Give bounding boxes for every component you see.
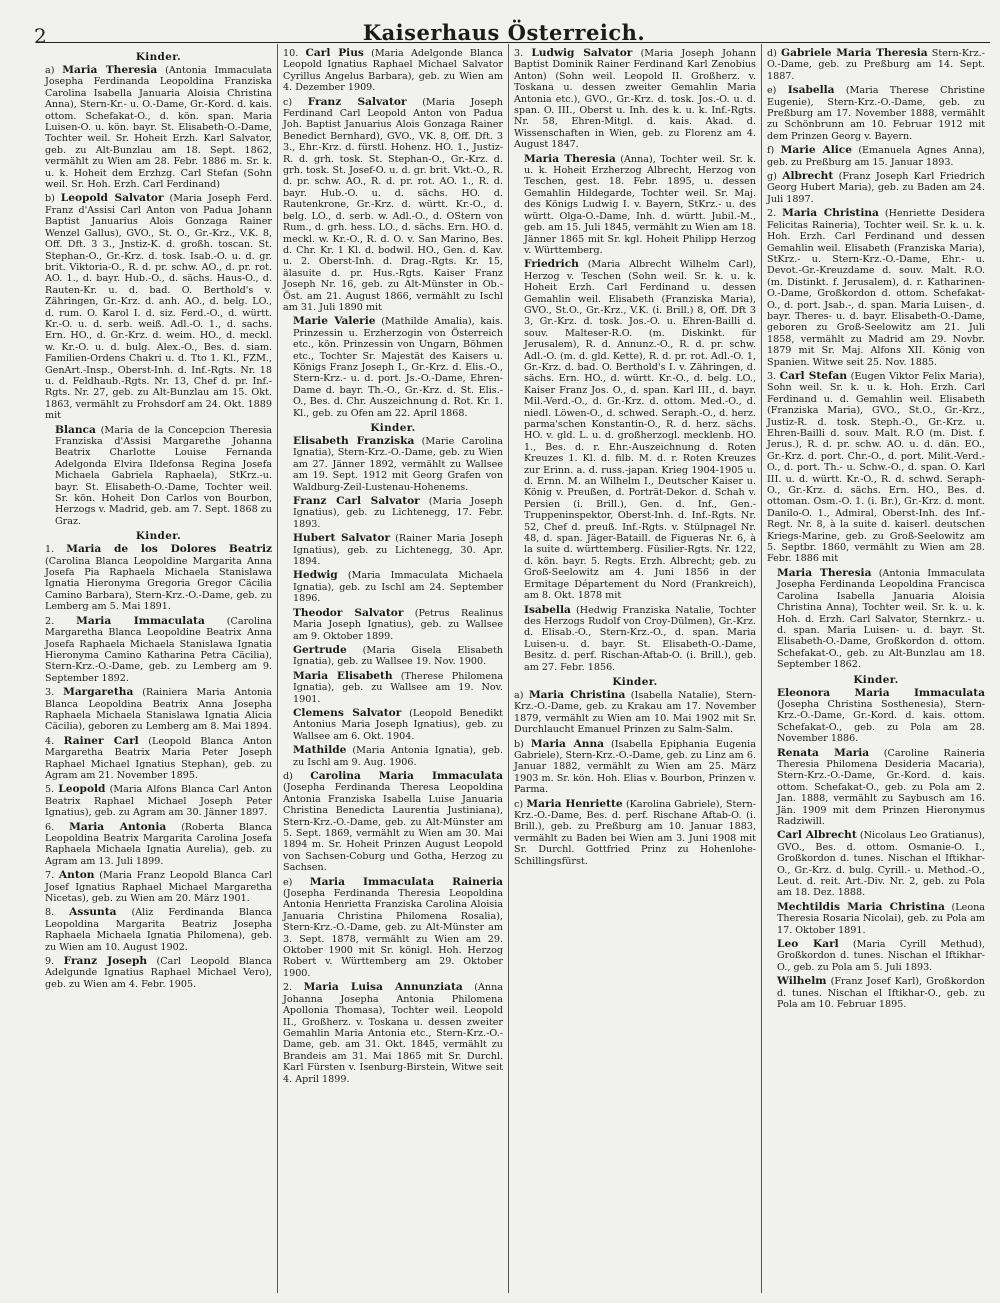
person-name: Maria Christina: [528, 688, 626, 701]
person-name: Franz Salvator: [307, 95, 407, 108]
entry-text: (Maria Cyrill Methud), Großkordon d. tunes. Nischan el Iftikhar-O., geb. zu Pola am 5. Juli 1893.: [777, 939, 985, 973]
person-name: Franz Carl Salvator: [293, 495, 420, 508]
genealogy-entry: [767, 85, 985, 142]
person-name: Franz Joseph: [63, 955, 148, 968]
genealogy-entry: [514, 259, 756, 601]
entry-text: Stern-Krz.-O.-Dame, geb. zu Preßburg am 14. Sept. 1887.: [767, 48, 985, 82]
entry-text: (Caroline Raineria Theresia Philomena Desideria Macaria), Stern-Krz.-O.-Dame, Gr.-Kord. d. kais. ottom. Schefakat-O., geb. zu Pola am 2. Jan. 1888, vermählt zu Saybusch am 16. Jän. 1909 mit dem Prinzen Hieronymus Radziwill.: [777, 747, 985, 827]
entry-text: (Maria de la Concepcion Theresia Franziska d'Assisi Margarethe Johanna Beatrix Charlotte Louise Fernanda Adelgonda Elvira Ildefonsa Regina Josefa Michaela Gabriela Raphaela), StKrz.-u. bayr. St. Elisabeth-O.-Dame, Tochter weil. Sr. kön. Hoheit Don Carlos von Bourbon, Herzogs v. Madrid, geb. am 7. Sept. 1868 zu Graz.: [55, 424, 272, 527]
entry-label: f): [767, 145, 775, 157]
entry-label: b): [514, 738, 524, 750]
genealogy-entry: [45, 616, 272, 684]
entry-text: (Mathilde Amalia), kais. Prinzessin u. Erzherzogin von Österreich etc., kön. Prinzessin von Ungarn, Böhmen etc., Tochter Sr. Majestät des Kaisers u. Königs Franz Joseph I., Gr.-Krz. d. Elis.-O., Stern-Krz.- u. d. port. Js.-O.-Dame, Ehren-Dame d. bayr. Th.-O., Gr.-Krz. d. St. Elis.-O., Bes. d. Chr. Auszeichnung d. Rot. Kr. 1. Kl., geb. zu Ofen am 22. April 1868.: [293, 316, 503, 419]
entry-label: 1.: [45, 544, 55, 556]
person-name: Blanca: [55, 423, 96, 436]
entry-text: (Maria Joseph Ferdinand Carl Leopold Anton von Padua Joh. Baptist Januarius Alois Gonzaga Rainer Benedict Bernhard), GVO., VK. 8, Off. Dft. 3 3., Ehr.-Krz. d. fürstl. Hohenz. HO. 1., Justiz-R. d. grh. tosk. St. Stephan-O., Gr.-Krz. d. grh. tosk. St. Josef-O. u. d. gr. brit. Vkt.-O., R. d. pr. schw. AO., R. d. pr. rot. AO. 1., R. d. bayr. Hub.-O. u. d. sächs. HO. d. Rautenkrone, Gr.-Krz. d. württ. Kr.-O., d. belg. LO., d. serb. w. Adl.-O., d. OStern von Rum., d. grh. hess. LO., d. sächs. Ern. HO. d. meckl. w. Kr.-O., R. d. O. v. San Marino, Bes. d. Chr. Kr. 1 Kl. d. bodwil. HO., Gen. d. Kav. u. 2. Oberst-Inh. d. Drag.-Rgts. Kr. 15, älasuite d. pr. Hus.-Rgts. Kaiser Franz Joseph Nr. 16, geb. zu Alt-Münster in Ob.-Öst. am 21. August 1866, vermählt zu Ischl am 31. Juli 1890 mit: [283, 96, 503, 313]
entry-label: 9.: [45, 956, 55, 968]
genealogy-entry: [283, 48, 503, 94]
section-heading: Kinder.: [135, 530, 182, 543]
genealogy-entry: [514, 48, 756, 151]
entry-label: e): [283, 876, 293, 888]
person-name: Maria Theresia: [777, 566, 872, 579]
person-name: Assunta: [69, 906, 117, 919]
person-name: Mathilde: [293, 744, 347, 757]
entry-text: (Anna Johanna Josepha Antonia Philomena Apollonia Thomasa), Tochter weil. Leopold II., Großherz. v. Toskana u. dessen zweiter Gemahlin Maria Antonia etc., Stern-Krz.-O.-Dame, geb. am 31. Okt. 1845, vermählt zu Brandeis am 31. Mai 1865 mit Sr. Durchl. Karl Fürsten v. Isenburg-Birstein, Witwe seit 4. April 1899.: [283, 982, 503, 1085]
page-number: 2: [34, 24, 47, 48]
entry-text: (Josepha Christina Sosthenesia), Stern-Krz.-O.-Dame, Gr.-Kord. d. kais. ottom. Schefakat-O., geb. zu Pola am 28. November 1886.: [777, 698, 985, 745]
genealogy-entry: [767, 688, 985, 745]
person-name: Gertrude: [293, 643, 347, 656]
person-name: Theodor Salvator: [293, 606, 404, 619]
entry-label: b): [45, 193, 55, 205]
person-name: Clemens Salvator: [293, 706, 402, 719]
person-name: Wilhelm: [777, 975, 827, 988]
section-heading: Kinder.: [370, 422, 416, 434]
entry-label: 3.: [45, 687, 55, 699]
entry-text: (Maria Joseph Ferd. Franz d'Assisi Carl Anton von Padua Johann Baptist Januarius Alois Gonzaga Rainer Wenzel Gallus), GVO., St. O., Gr.-Krz., V.K. 8, Off. Dft. 3 3., Jnstiz-K. d. großh. toscan. St. Stephan-O., Gr.-Krz. d. tosk. Isab.-O. u. d. gr. brit. Viktoria-O., R. d. pr. schw. AO., d. pr. rot. AO. 1., d. bayr. Hub.-O., d. sächs. Haus-O., d. Rauten-Kr. u. d. bad. O. Berthold's v. Zähringen, Gr.-Krz. d. anh. AO., d. belg. LO., d. rum. O. Karol I. d. siz. Ferd.-O., d. württ. Kr.-O. u. d. serb. weiß. Adl.-O. 1., d. sachs. Ern. HO., d. Gr.-Krz. d. weim. HO., d. meckl. w. Kr.-O. u. d. bulg. Alex.-O., Bes. d. siam. Familien-Ordens Chakri u. d. Tto 1. Kl., FZM., GenArt.-Insp., Oberst-Inh. d. Inf.-Rgts. Nr. 18 u. d. Feldhaub.-Rgts. Nr. 13, Chef d. pr. Inf.-Rgts. Nr. 27, geb. zu Alt-Bunzlau am 15. Okt. 1863, vermählt zu Frohsdorf am 24. Okt. 1889 mit: [45, 193, 272, 422]
entry-text: (Carolina Blanca Leopoldine Margarita Anna Josefa Pia Raphaela Michaela Stanislawa Ignatia Hieronyma Gregoria Gregor Cäcilia Camino Barbara), Stern-Krz.-O.-Dame, geb. zu Lemberg am 5. Mai 1891.: [45, 555, 272, 613]
entry-label: 2.: [767, 208, 777, 220]
genealogy-entry: [45, 870, 272, 904]
genealogy-entry: [45, 193, 272, 421]
entry-label: 6.: [45, 821, 55, 833]
person-name: Hedwig: [293, 569, 338, 582]
genealogy-entry: [767, 976, 985, 1010]
genealogy-entry: [45, 784, 272, 818]
entry-text: (Maria Immaculata Michaela Ignatia), geb. zu Ischl am 24. September 1896.: [293, 570, 503, 605]
entry-text: (Maria Gisela Elisabeth Ignatia), geb. zu Wallsee 19. Nov. 1900.: [293, 644, 503, 668]
person-name: Maria Theresia: [524, 152, 616, 165]
entry-text: (Leona Theresia Rosaria Nicolai), geb. zu Pola am 17. Oktober 1891.: [777, 901, 985, 936]
person-name: Leopold: [58, 783, 106, 796]
person-name: Carl Albrecht: [777, 829, 857, 842]
entry-text: (Maria Albrecht Wilhelm Carl), Herzog v. Teschen (Sohn weil. Sr. k. u. k. Hoheit Erzh. Carl Ferdinand u. dessen Gemahlin weil. Elisabeth (Franziska Maria), GVO., St.O., Gr.-Krz., V.K. (i. Brill.) 8, Off. Dft 3 3, Gr.-Krz. d. tosk. Jos.-O. u. Ehren-Bailli d. souv. Malteser-R.O. (m. Diskinkt. für Jerusalem), R. d. Annunz.-O., R. d. pr. schw. Adl.-O. (m. d. gld. Kette), R. d. pr. rot. Adl.-O. 1, Gr.-Krz. d. bad. O. Berthold's I. v. Zähringen, d. sächs. Ern. HO., d. württ. Kr.-O., d. belg. LO., Kaiser Franz Jos. O., d. span. Karl III., d. bayr. Mil.-Verd.-O., d. Gr.-Krz. d. ottom. Med.-O., d. niedl. Löwen-O., d. schwed. Seraph.-O., d. herz. parma'schen Konstantin-O., R. d. herz. sächs. HO. v. gld. L. u. d. großherzogl. mecklenb. HO. 1., Bes. d. r. Ehr.-Auszeichnung d. Roten Kreuzes 1. Kl. d. filb. M. d. r. Roten Kreuzes zur Erinn. a. d. russ.-japan. Krieg 1904-1905 u. d. Ernn. M. an Wilhelm I., Deutscher Kaiser u. König v. Preußen, d. Porträt-Dekor. d. Schah v. Persien (i. Brill.), Gen. d. Inf., Gen.-Truppeninspektor, Oberst-Inh. d. Inf.-Rgts. Nr. 52, Chef d. preuß. Inf.-Rgts. v. Stülpnagel Nr. 48, d. span. Jäger-Bataill. de Figueras Nr. 6, à la suite d. württemberg. Füsilier-Rgts. Nr. 122, d. kön. bayr. 5. Regts. Erzh. Albrecht; geb. zu Groß-Seelowitz am 4. Juni 1856 in der Ermitage Département du Nord (Frankreich), am 8. Okt. 1878 mit: [524, 259, 756, 602]
genealogy-entry: [767, 902, 985, 936]
entry-text: (Isabella Epiphania Eugenia Gabriele), Stern-Krz.-O.-Dame, geb. zu Linz am 6. Januar 1882, vermählt zu Wien am 25. März 1903 m. Sr. kön. Hoh. Elias v. Bourbon, Prinzen v. Parma.: [514, 738, 756, 796]
person-name: Maria Luisa Annunziata: [303, 981, 463, 994]
entry-text: (Nicolaus Leo Gratianus), GVO., Bes. d. ottom. Osmanie-O. I., Großkordon d. tunes. Nischan el Iftikhar-O., Gr.-Krz. d. bulg. Cyrill.- u. Method.-O., Leut. d. reit. Art.-Div. Nr. 2, geb. zu Pola am 18. Dez. 1888.: [777, 830, 985, 899]
genealogy-entry: [283, 645, 503, 668]
entry-label: 10.: [283, 48, 299, 59]
genealogy-entry: [45, 956, 272, 990]
genealogy-entry: [767, 145, 985, 168]
entry-text: (Aliz Ferdinanda Blanca Leopoldina Margarita Beatriz Josepha Raphaela Michaela Ignatia Philomena), geb. zu Wien am 10. August 1902.: [45, 907, 272, 953]
entry-text: (Maria Therese Christine Eugenie), Stern-Krz.-O.-Dame, geb. zu Preßburg am 17. November 1888, vermählt zu Schönbrunn am 10. Februar 1912 mit dem Prinzen Georg v. Bayern.: [767, 85, 985, 142]
genealogy-entry: [283, 877, 503, 980]
entry-text: (Therese Philomena Ignatia), geb. zu Wallsee am 19. Nov. 1901.: [293, 670, 503, 705]
person-name: Maria Antonia: [69, 820, 167, 833]
person-name: Friedrich: [524, 258, 579, 271]
person-name: Isabella: [787, 84, 835, 97]
genealogy-entry: [283, 316, 503, 419]
person-name: Ludwig Salvator: [531, 47, 633, 59]
person-name: Marie Valerie: [293, 315, 376, 328]
person-name: Leopold Salvator: [60, 192, 164, 205]
person-name: Marie Alice: [780, 144, 852, 157]
entry-label: 4.: [45, 735, 55, 747]
person-name: Renata Maria: [777, 746, 870, 759]
genealogy-entry: [283, 708, 503, 742]
entry-label: 7.: [45, 870, 55, 882]
entry-text: (Eugen Viktor Felix Maria), Sohn weil. Sr. k. u. k. Hoh. Erzh. Carl Ferdinand u. d. Gemahlin weil. Elisabeth (Franziska Maria), GVO., St.O., Gr.-Krz., Justiz-R. d. tosk. Steph.-O., Gr.-Krz. u. Ehren-Bailli d. souv. Malt. R.O (m. Dist. f. Jerus.), R. d. pr. schw. AO. u. d. dän. EO., Gr.-Krz. d. port. Chr.-O., d. port. Milit.-Verd.-O., d. port. Th.- u. Schw.-O., d. span. O. Karl III. u. d. württ. Kr.-O., R. d. schwd. Seraph-O., Gr.-Krz. d. sächs. Ern. HO., Bes. d. ottoman. Osm.-O. 1. (i. Br.), Gr.-Krz. d. mont. Danilo-O. 1., Admiral, Oberst-Inh. des Inf.-Regt. Nr. 8, à la suite d. kaiserl. deutschen Kriegs-Marine, geb. zu Groß-Seelowitz am 5. Septbr. 1860, vermählt zu Wien am 28. Febr. 1886 mit: [767, 370, 985, 565]
entry-text: (Roberta Blanca Leopoldina Beatrix Margarita Carolina Josefa Raphaela Michaela Ignatia Aurelia), geb. zu Agram am 13. Juli 1899.: [45, 821, 272, 867]
person-name: Margaretha: [63, 686, 134, 699]
entry-text: (Maria Adelgonde Blanca Leopold Ignatius Raphael Michael Salvator Cyrillus Angelus Barbara), geb. zu Wien am 4. Dezember 1909.: [283, 48, 503, 94]
entry-text: (Antonia Immaculata Josepha Ferdinanda Leopoldina Francisca Carolina Isabella Januaria Aloisia Christina Anna), Tochter weil. Sr. k. u. k. Hoh. d. Erzh. Carl Salvator, Sternkrz.- u. d. span. Maria Luisen- u. d. bayr. St. Elisabeth-O.-Dame, Großkordon d. ottom. Schefakat-O., geb. zu Alt-Bunzlau am 18. September 1862.: [777, 567, 985, 671]
entry-text: (Rainiera Maria Antonia Blanca Leopoldina Beatrix Anna Josepha Raphaela Michaela Stanislawa Ignatia Alicia Cäcilia), geboren zu Lemberg am 8. Mai 1894.: [45, 687, 272, 733]
entry-text: (Franz Joseph Karl Friedrich Georg Hubert Maria), geb. zu Baden am 24. Juli 1897.: [767, 171, 985, 205]
person-name: Rainer Carl: [63, 734, 139, 747]
genealogy-entry: [45, 425, 272, 528]
entry-text: (Leopold Blanca Anton Margaretha Beatrix Maria Peter Joseph Raphael Michael Ignatius Stephan), geb. zu Agram am 21. November 1895.: [45, 735, 272, 781]
genealogy-entry: [283, 745, 503, 768]
person-name: Leo Karl: [777, 938, 839, 951]
person-name: Elisabeth Franziska: [293, 435, 415, 447]
genealogy-entry: [45, 65, 272, 190]
entry-label: 8.: [45, 907, 55, 919]
genealogy-entry: [514, 154, 756, 257]
person-name: Anton: [58, 869, 95, 882]
genealogy-entry: [767, 171, 985, 205]
genealogy-entry: [45, 736, 272, 782]
entry-text: (Henriette Desidera Felicitas Raineria), Tochter weil. Sr. k. u. k. Hoh. Erzh. Carl Ferdinand und dessen Gemahlin weil. Elisabeth (Franziska Maria), StKrz.- u. Stern-Krz.-O.-Dame, Ehr.- u. Devot.-Gr.-Kreuzdame d. souv. Malt. R.O. (m. Distinkt. f. Jerusalem), d. r. Katharinen-O.-Dame, Großkordon d. ottom. Schefakat-O., d. port. Jsab.-, d. span. Maria Luisen-, d. bayr. Theres- u. d. bayr. Elisabeth-O.-Dame, geboren zu Groß-Seelowitz am 21. Juli 1858, vermählt zu Madrid am 29. Novbr. 1879 mit Sr. Maj. Alfons XII. König von Spanien. Witwe seit 25. Nov. 1885.: [767, 208, 985, 368]
entry-label: a): [514, 689, 524, 701]
person-name: Maria Henriette: [526, 797, 623, 810]
genealogy-entry: [767, 748, 985, 828]
person-name: Maria Anna: [530, 737, 605, 750]
person-name: Isabella: [524, 603, 571, 616]
section-heading: Kinder.: [135, 51, 182, 63]
entry-text: (Antonia Immaculata Josepha Ferdinanda Leopoldina Franziska Carolina Isabella Januaria Aloisia Christina Anna), Stern-Kr.- u. O.-Dame, Gr.-Kord. d. kais. ottom. Schefakat-O., d. kön. span. Maria Luisen-O. u. kön. bayr. St. Elisabeth-O.-Dame, Tochter weil. Sr. Hoheit Erzh. Karl Salvator, geb. zu Alt-Bunzlau am 18. Sept. 1862, vermählt zu Wien am 28. Febr. 1886 m. Sr. k. u. k. Hoheit dem Erzhzg. Carl Stefan (Sohn weil. Sr. Hoh. Erzh. Carl Ferdinand): [45, 65, 272, 191]
entry-text: (Leopold Benedikt Antonius Maria Joseph Ignatius), geb. zu Wallsee am 6. Okt. 1904.: [293, 707, 503, 742]
person-name: Carl Pius: [305, 47, 364, 59]
entry-label: 5.: [45, 784, 55, 796]
person-name: Carl Stefan: [779, 369, 848, 382]
person-name: Maria Immaculata: [76, 614, 205, 627]
genealogy-entry: [283, 982, 503, 1085]
genealogy-entry: [283, 533, 503, 567]
person-name: Maria de los Dolores Beatriz: [66, 543, 272, 556]
genealogy-entry: [767, 939, 985, 973]
entry-text: (Josepha Ferdinanda Theresa Leopoldina Antonia Franziska Isabella Luise Januaria Christina Benedicta Laurentia Justiniana), Stern-Krz.-O.-Dame, geb. zu Alt-Münster am 5. Sept. 1869, vermählt zu Wien am 30. Mai 1894 m. Sr. Hoheit Prinzen August Leopold von Sachsen-Coburg und Gotha, Herzog zu Sachsen.: [283, 782, 503, 874]
genealogy-entry: [283, 97, 503, 314]
genealogy-entry: [283, 570, 503, 604]
section-heading: Kinder.: [612, 675, 658, 688]
entry-label: a): [45, 65, 55, 76]
entry-label: e): [767, 85, 777, 97]
genealogy-entry: [45, 544, 272, 612]
page-title: Kaiserhaus Österreich.: [362, 20, 646, 45]
entry-label: d): [767, 48, 777, 59]
entry-text: (Petrus Realinus Maria Joseph Ignatius), geb. zu Wallsee am 9. Oktober 1899.: [293, 607, 504, 642]
genealogy-entry: [283, 496, 503, 530]
person-name: Gabriele Maria Theresia: [781, 47, 928, 59]
entry-text: (Anna), Tochter weil. Sr. k. u. k. Hoheit Erzherzog Albrecht, Herzog von Teschen, gest. 18. Febr. 1895, u. dessen Gemahlin Hildegarde, Tochter weil. Sr. Maj. des Königs Ludwig I. v. Bayern, StKrz.- u. des württ. Olga-O.-Dame, Inh. d. württ. Jubil.-M., geb. am 15. Juli 1845, vermählt zu Wien am 18. Jänner 1865 mit Sr. kgl. Hoheit Philipp Herzog v. Württemberg.: [524, 153, 756, 256]
genealogy-entry: [514, 739, 756, 796]
genealogy-entry: [283, 671, 503, 705]
entry-text: (Maria Joseph Ignatius), geb. zu Lichtenegg, 17. Febr. 1893.: [293, 496, 503, 530]
entry-text: (Rainer Maria Joseph Ignatius), geb. zu Lichtenegg, 30. Apr. 1894.: [293, 533, 503, 568]
entry-text: (Maria Alfons Blanca Carl Anton Beatrix Raphael Michael Joseph Peter Ignatius), geb. zu Agram am 30. Jänner 1897.: [45, 784, 272, 819]
genealogy-entry: [283, 771, 503, 874]
genealogy-entry: [767, 830, 985, 898]
entry-label: c): [283, 96, 293, 108]
genealogy-entry: [283, 608, 503, 642]
entry-text: (Hedwig Franziska Natalie, Tochter des Herzogs Rudolf von Croy-Dülmen), Gr.-Krz. d. Elisab.-O., Stern-Krz.-O., d. span. Maria Luisen-u. d. bayr. St. Elisabeth-O.-Dame, Besitz. d. perf. Rischan-Aftab-O. (i. Brill.), geb. am 27. Febr. 1856.: [524, 604, 756, 673]
person-name: Albrecht: [782, 170, 834, 183]
entry-text: (Carolina Margaretha Blanca Leopoldine Beatrix Anna Josefa Raphaela Michaela Stanislawa Ignatia Hieronyma Camino Katharina Petra Cäcilia), Stern-Krz.-O.-Dame, geb. zu Lemberg am 9. September 1892.: [45, 615, 272, 684]
entry-label: g): [767, 171, 777, 183]
genealogy-entry: [45, 822, 272, 868]
person-name: Eleonora Maria Immaculata: [777, 686, 985, 699]
entry-label: c): [514, 798, 524, 810]
person-name: Hubert Salvator: [293, 532, 391, 545]
entry-label: d): [283, 770, 293, 782]
entry-label: 2.: [283, 982, 293, 994]
column-2: [277, 44, 508, 1293]
genealogy-entry: [514, 605, 756, 673]
genealogy-entry: [45, 687, 272, 733]
person-name: Maria Theresia: [62, 64, 158, 76]
entry-text: (Marie Carolina Ignatia), Stern-Krz.-O.-Dame, geb. zu Wien am 27. Jänner 1892, vermählt zu Wallsee am 19. Sept. 1912 mit Georg Grafen von Waldburg-Zeil-Lustenau-Hohenems.: [293, 436, 503, 493]
person-name: Maria Christina: [782, 207, 879, 220]
entry-text: (Maria Joseph Johann Baptist Dominik Rainer Ferdinand Karl Zenobius Anton) (Sohn weil. Leopold II. Großherz. v. Toskana u. dessen zweiter Gemahlin Maria Antonia etc.), GVO., Gr.-Krz. d. tosk. Jos.-O. u. d. span. O. III., Oberst u. Inh. des k. u. k. Inf.-Rgts. Nr. 58, Ehren-Mitgl. d. kais. Akad. d. Wissenschaften in Wien, geb. zu Florenz am 4. August 1847.: [514, 48, 756, 151]
entry-text: (Karolina Gabriele), Stern-Krz.-O.-Dame, Bes. d. perf. Rischane Aftab-O. (i. Brill.), geb. zu Preßburg am 10. Januar 1883, vermählt zu Baden bei Wien am 3. Juni 1908 mit Sr. Durchl. Gottfried Prinz zu Hohenlohe-Schillingsfürst.: [514, 798, 756, 867]
genealogy-entry: [514, 690, 756, 736]
genealogy-entry: [767, 208, 985, 368]
text-columns: [40, 44, 990, 1293]
entry-text: (Franz Josef Karl), Großkordon d. tunes. Nischan el Iftikhar-O., geb. zu Pola am 10. Februar 1895.: [777, 976, 985, 1011]
genealogy-entry: [767, 568, 985, 671]
header-rule: [40, 42, 990, 43]
person-name: Maria Immaculata Raineria: [309, 875, 503, 888]
section-heading: Kinder.: [853, 673, 899, 686]
entry-label: 3.: [767, 370, 777, 382]
entry-text: (Emanuela Agnes Anna), geb. zu Preßburg am 15. Januar 1893.: [767, 145, 985, 168]
person-name: Mechtildis Maria Christina: [777, 900, 945, 913]
genealogy-entry: [767, 48, 985, 82]
person-name: Carolina Maria Immaculata: [310, 769, 503, 782]
person-name: Maria Elisabeth: [293, 669, 393, 682]
entry-text: (Maria Antonia Ignatia), geb. zu Ischl am 9. Aug. 1906.: [293, 745, 503, 768]
column-1: [40, 44, 277, 1293]
entry-text: (Maria Franz Leopold Blanca Carl Josef Ignatius Raphael Michael Margaretha Nicetas), geb. zu Wien am 20. März 1901.: [45, 870, 272, 905]
column-3: [508, 44, 761, 1293]
genealogy-entry: [283, 436, 503, 493]
entry-text: (Josepha Ferdinanda Theresia Leopoldina Antonia Henrietta Franziska Carolina Aloisia Januaria Christina Philomena Rosalia), Stern-Krz.-O.-Dame, geb. zu Alt-Münster am 3. Sept. 1878, vermählt zu Wien am 29. Oktober 1900 mit Sr. königl. Hoh. Herzog Robert v. Württemberg am 29. Oktober 1900.: [283, 888, 503, 979]
entry-text: (Isabella Natalie), Stern-Krz.-O.-Dame, geb. zu Krakau am 17. November 1879, vermählt zu Wien am 10. Mai 1902 mit Sr. Durchlaucht Emanuel Prinzen zu Salm-Salm.: [514, 689, 756, 736]
genealogy-entry: [514, 799, 756, 867]
column-4: [761, 44, 990, 1293]
entry-label: 2.: [45, 615, 55, 627]
page-header: [22, 10, 986, 48]
entry-text: (Carl Leopold Blanca Adelgunde Ignatius Raphael Michael Vero), geb. zu Wien am 4. Febr. 1905.: [45, 956, 272, 990]
genealogy-entry: [767, 371, 985, 565]
entry-label: 3.: [514, 48, 524, 59]
genealogy-entry: [45, 907, 272, 953]
